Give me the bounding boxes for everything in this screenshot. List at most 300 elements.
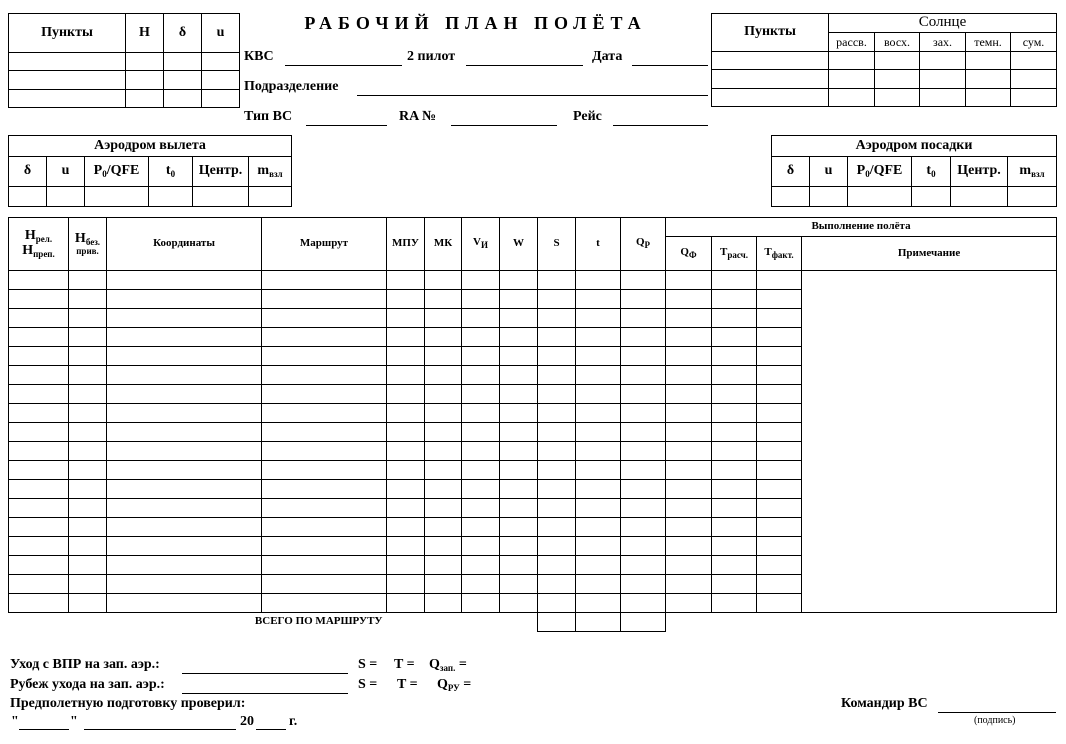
route-cell[interactable] [425,404,462,423]
route-cell[interactable] [462,499,500,518]
route-cell[interactable] [462,518,500,537]
route-cell[interactable] [500,290,538,309]
route-cell[interactable] [666,309,712,328]
route-cell[interactable] [387,328,425,347]
route-cell[interactable] [666,518,712,537]
sun-cell[interactable] [829,70,875,89]
route-cell[interactable] [262,271,387,290]
route-cell[interactable] [666,423,712,442]
alternate-dh-field[interactable] [182,673,348,674]
route-cell[interactable] [576,290,621,309]
route-cell[interactable] [666,442,712,461]
route-cell[interactable] [9,499,69,518]
departure-cell[interactable] [85,187,149,207]
route-cell[interactable] [757,499,802,518]
sun-cell[interactable] [1011,89,1057,107]
route-cell[interactable] [107,385,262,404]
route-cell[interactable] [387,594,425,613]
route-cell[interactable] [107,499,262,518]
route-cell[interactable] [666,404,712,423]
route-cell[interactable] [576,499,621,518]
points-cell[interactable] [9,71,126,90]
sun-cell[interactable] [829,89,875,107]
route-cell[interactable] [262,442,387,461]
route-cell[interactable] [576,556,621,575]
arrival-cell[interactable] [810,187,848,207]
points-cell[interactable] [712,52,829,70]
route-cell[interactable] [9,480,69,499]
route-cell[interactable] [576,366,621,385]
route-cell[interactable] [262,594,387,613]
route-cell[interactable] [757,518,802,537]
points-cell[interactable] [9,53,126,71]
route-cell[interactable] [9,594,69,613]
route-cell[interactable] [69,480,107,499]
delta-cell[interactable] [164,71,202,90]
arrival-cell[interactable] [951,187,1008,207]
route-cell[interactable] [576,594,621,613]
sun-cell[interactable] [1011,52,1057,70]
route-cell[interactable] [666,290,712,309]
sun-cell[interactable] [875,70,920,89]
route-cell[interactable] [621,442,666,461]
route-cell[interactable] [576,347,621,366]
route-cell[interactable] [666,575,712,594]
route-cell[interactable] [387,385,425,404]
route-cell[interactable] [712,366,757,385]
route-cell[interactable] [538,404,576,423]
route-cell[interactable] [666,556,712,575]
route-cell[interactable] [666,480,712,499]
route-cell[interactable] [462,309,500,328]
route-cell[interactable] [666,347,712,366]
route-cell[interactable] [69,271,107,290]
route-cell[interactable] [712,594,757,613]
check-year-field[interactable] [256,729,286,730]
route-cell[interactable] [69,442,107,461]
route-cell[interactable] [757,461,802,480]
route-cell[interactable] [262,575,387,594]
route-cell[interactable] [576,309,621,328]
route-cell[interactable] [107,556,262,575]
route-cell[interactable] [425,328,462,347]
route-cell[interactable] [576,404,621,423]
arrival-cell[interactable] [1008,187,1057,207]
route-cell[interactable] [387,556,425,575]
route-cell[interactable] [69,328,107,347]
route-cell[interactable] [107,575,262,594]
route-cell[interactable] [387,423,425,442]
delta-cell[interactable] [164,53,202,71]
route-cell[interactable] [462,423,500,442]
flight-field[interactable] [613,125,708,126]
sun-cell[interactable] [920,52,966,70]
pilot2-field[interactable] [466,65,583,66]
route-cell[interactable] [387,347,425,366]
sun-cell[interactable] [829,52,875,70]
kvs-field[interactable] [285,65,402,66]
route-cell[interactable] [9,442,69,461]
points-cell[interactable] [9,90,126,108]
route-cell[interactable] [757,480,802,499]
route-cell[interactable] [462,404,500,423]
delta-cell[interactable] [164,90,202,108]
route-cell[interactable] [387,518,425,537]
route-cell[interactable] [387,366,425,385]
alternate-boundary-field[interactable] [182,693,348,694]
sun-cell[interactable] [966,52,1011,70]
route-cell[interactable] [666,385,712,404]
departure-cell[interactable] [9,187,47,207]
route-cell[interactable] [69,575,107,594]
route-cell[interactable] [425,594,462,613]
route-cell[interactable] [69,385,107,404]
route-cell[interactable] [425,575,462,594]
route-cell[interactable] [387,537,425,556]
route-cell[interactable] [621,499,666,518]
route-cell[interactable] [576,423,621,442]
route-cell[interactable] [757,575,802,594]
route-cell[interactable] [425,309,462,328]
route-cell[interactable] [9,461,69,480]
route-cell[interactable] [262,309,387,328]
route-cell[interactable] [262,556,387,575]
route-cell[interactable] [538,518,576,537]
h-cell[interactable] [126,71,164,90]
route-cell[interactable] [538,271,576,290]
route-cell[interactable] [462,594,500,613]
route-cell[interactable] [69,366,107,385]
route-cell[interactable] [538,309,576,328]
route-cell[interactable] [387,575,425,594]
route-cell[interactable] [538,556,576,575]
route-cell[interactable] [425,271,462,290]
route-cell[interactable] [666,594,712,613]
route-cell[interactable] [666,461,712,480]
route-cell[interactable] [69,347,107,366]
route-cell[interactable] [500,271,538,290]
route-cell[interactable] [621,480,666,499]
route-cell[interactable] [462,347,500,366]
route-cell[interactable] [69,518,107,537]
route-cell[interactable] [425,461,462,480]
route-cell[interactable] [9,556,69,575]
route-cell[interactable] [107,442,262,461]
route-cell[interactable] [387,499,425,518]
route-cell[interactable] [666,537,712,556]
route-cell[interactable] [621,423,666,442]
route-cell[interactable] [462,385,500,404]
arrival-cell[interactable] [912,187,951,207]
route-cell[interactable] [712,290,757,309]
route-cell[interactable] [621,556,666,575]
route-cell[interactable] [621,290,666,309]
route-cell[interactable] [462,328,500,347]
route-cell[interactable] [712,480,757,499]
u-cell[interactable] [202,90,240,108]
route-cell[interactable] [757,423,802,442]
route-cell[interactable] [666,328,712,347]
route-cell[interactable] [107,309,262,328]
route-cell[interactable] [107,328,262,347]
route-cell[interactable] [538,347,576,366]
route-cell[interactable] [69,290,107,309]
route-cell[interactable] [462,290,500,309]
check-month-field[interactable] [84,729,236,730]
route-cell[interactable] [107,347,262,366]
route-cell[interactable] [9,290,69,309]
route-cell[interactable] [621,309,666,328]
route-cell[interactable] [500,537,538,556]
route-cell[interactable] [757,442,802,461]
departure-cell[interactable] [193,187,249,207]
route-cell[interactable] [500,518,538,537]
route-cell[interactable] [712,385,757,404]
route-cell[interactable] [69,404,107,423]
sun-cell[interactable] [875,52,920,70]
route-cell[interactable] [757,328,802,347]
route-cell[interactable] [69,537,107,556]
route-cell[interactable] [262,480,387,499]
route-cell[interactable] [621,328,666,347]
route-cell[interactable] [425,347,462,366]
route-cell[interactable] [576,537,621,556]
unit-field[interactable] [357,95,708,96]
route-cell[interactable] [538,461,576,480]
route-cell[interactable] [425,518,462,537]
route-cell[interactable] [69,499,107,518]
route-cell[interactable] [621,461,666,480]
total-distance-cell[interactable] [538,613,576,632]
route-cell[interactable] [500,404,538,423]
departure-cell[interactable] [249,187,292,207]
route-cell[interactable] [262,328,387,347]
sun-cell[interactable] [966,70,1011,89]
route-cell[interactable] [425,290,462,309]
route-cell[interactable] [462,556,500,575]
route-cell[interactable] [712,271,757,290]
route-cell[interactable] [9,271,69,290]
route-cell[interactable] [712,404,757,423]
route-cell[interactable] [666,499,712,518]
route-cell[interactable] [107,423,262,442]
route-cell[interactable] [425,480,462,499]
route-cell[interactable] [9,423,69,442]
departure-cell[interactable] [47,187,85,207]
route-cell[interactable] [262,366,387,385]
route-cell[interactable] [425,537,462,556]
route-cell[interactable] [712,461,757,480]
sun-cell[interactable] [920,89,966,107]
route-cell[interactable] [262,385,387,404]
route-cell[interactable] [425,442,462,461]
route-cell[interactable] [387,290,425,309]
route-cell[interactable] [712,423,757,442]
u-cell[interactable] [202,71,240,90]
route-cell[interactable] [500,594,538,613]
route-cell[interactable] [757,537,802,556]
points-cell[interactable] [712,89,829,107]
route-cell[interactable] [500,575,538,594]
sun-cell[interactable] [966,89,1011,107]
route-cell[interactable] [757,556,802,575]
route-cell[interactable] [712,347,757,366]
route-cell[interactable] [425,366,462,385]
route-cell[interactable] [712,518,757,537]
route-cell[interactable] [9,385,69,404]
route-cell[interactable] [712,575,757,594]
route-cell[interactable] [621,385,666,404]
route-cell[interactable] [69,423,107,442]
aircraft-type-field[interactable] [306,125,387,126]
departure-cell[interactable] [149,187,193,207]
route-cell[interactable] [538,480,576,499]
route-cell[interactable] [262,499,387,518]
route-cell[interactable] [712,499,757,518]
route-cell[interactable] [262,537,387,556]
route-cell[interactable] [621,347,666,366]
route-cell[interactable] [712,442,757,461]
route-cell[interactable] [500,423,538,442]
route-cell[interactable] [262,404,387,423]
route-cell[interactable] [538,290,576,309]
route-cell[interactable] [462,575,500,594]
route-cell[interactable] [757,594,802,613]
route-cell[interactable] [107,461,262,480]
route-cell[interactable] [262,423,387,442]
route-cell[interactable] [500,480,538,499]
route-cell[interactable] [500,309,538,328]
check-day-field[interactable] [19,729,69,730]
route-cell[interactable] [262,290,387,309]
route-cell[interactable] [500,442,538,461]
route-cell[interactable] [576,328,621,347]
route-cell[interactable] [576,271,621,290]
route-cell[interactable] [757,366,802,385]
route-cell[interactable] [462,366,500,385]
route-cell[interactable] [500,499,538,518]
route-cell[interactable] [538,442,576,461]
route-cell[interactable] [107,290,262,309]
route-cell[interactable] [9,518,69,537]
route-cell[interactable] [107,271,262,290]
route-cell[interactable] [462,461,500,480]
route-cell[interactable] [757,347,802,366]
route-cell[interactable] [757,404,802,423]
route-cell[interactable] [757,309,802,328]
route-cell[interactable] [538,423,576,442]
route-cell[interactable] [69,594,107,613]
route-cell[interactable] [538,328,576,347]
route-cell[interactable] [462,480,500,499]
commander-signature-field[interactable] [938,712,1056,713]
route-cell[interactable] [425,385,462,404]
route-cell[interactable] [9,575,69,594]
route-cell[interactable] [9,366,69,385]
route-cell[interactable] [387,271,425,290]
route-cell[interactable] [712,537,757,556]
arrival-cell[interactable] [848,187,912,207]
route-cell[interactable] [576,480,621,499]
h-cell[interactable] [126,90,164,108]
route-cell[interactable] [621,575,666,594]
route-cell[interactable] [500,461,538,480]
u-cell[interactable] [202,53,240,71]
route-cell[interactable] [387,442,425,461]
route-cell[interactable] [621,518,666,537]
route-cell[interactable] [621,404,666,423]
route-cell[interactable] [538,575,576,594]
route-cell[interactable] [621,271,666,290]
points-cell[interactable] [712,70,829,89]
route-cell[interactable] [712,328,757,347]
route-cell[interactable] [500,328,538,347]
sun-cell[interactable] [920,70,966,89]
ra-field[interactable] [451,125,557,126]
route-cell[interactable] [425,556,462,575]
route-cell[interactable] [462,537,500,556]
route-cell[interactable] [538,537,576,556]
sun-cell[interactable] [875,89,920,107]
route-cell[interactable] [621,594,666,613]
route-cell[interactable] [538,385,576,404]
route-cell[interactable] [666,271,712,290]
route-cell[interactable] [538,594,576,613]
route-cell[interactable] [107,404,262,423]
route-cell[interactable] [9,328,69,347]
route-cell[interactable] [712,309,757,328]
route-cell[interactable] [576,518,621,537]
route-cell[interactable] [262,518,387,537]
route-cell[interactable] [666,366,712,385]
route-cell[interactable] [387,480,425,499]
sun-cell[interactable] [1011,70,1057,89]
route-cell[interactable] [107,480,262,499]
route-cell[interactable] [262,461,387,480]
route-cell[interactable] [538,366,576,385]
route-cell[interactable] [500,347,538,366]
route-cell[interactable] [462,442,500,461]
route-cell[interactable] [387,404,425,423]
h-cell[interactable] [126,53,164,71]
route-cell[interactable] [69,556,107,575]
route-cell[interactable] [757,290,802,309]
route-cell[interactable] [576,385,621,404]
route-cell[interactable] [462,271,500,290]
route-cell[interactable] [500,385,538,404]
arrival-cell[interactable] [772,187,810,207]
route-cell[interactable] [500,366,538,385]
route-cell[interactable] [757,385,802,404]
route-cell[interactable] [621,537,666,556]
route-cell[interactable] [107,537,262,556]
route-cell[interactable] [9,309,69,328]
route-cell[interactable] [576,575,621,594]
total-fuel-cell[interactable] [621,613,666,632]
route-cell[interactable] [425,423,462,442]
route-cell[interactable] [712,556,757,575]
route-cell[interactable] [262,347,387,366]
route-cell[interactable] [107,366,262,385]
route-cell[interactable] [107,518,262,537]
route-cell[interactable] [9,347,69,366]
total-time-cell[interactable] [576,613,621,632]
route-cell[interactable] [9,404,69,423]
route-cell[interactable] [576,442,621,461]
route-cell[interactable] [425,499,462,518]
route-cell[interactable] [621,366,666,385]
route-cell[interactable] [538,499,576,518]
